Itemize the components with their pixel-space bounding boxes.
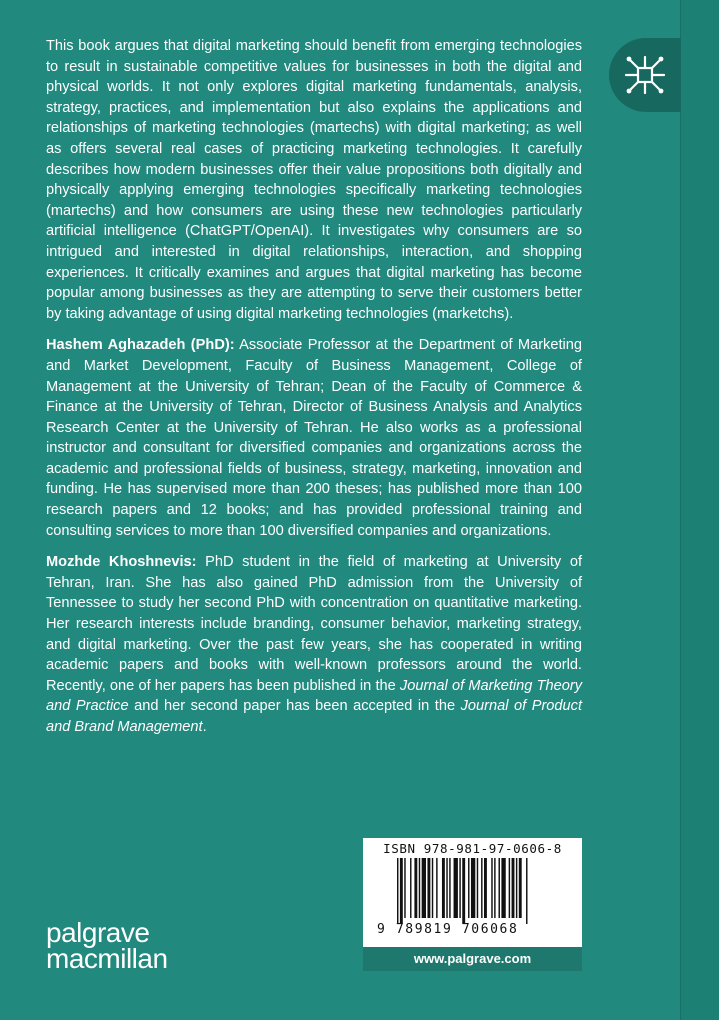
barcode-bar bbox=[454, 858, 458, 918]
barcode-digits: 9 789819 706068 bbox=[377, 922, 519, 937]
barcode-bar bbox=[494, 858, 495, 918]
publisher-name-line2: macmillan bbox=[46, 943, 168, 974]
barcode-bar bbox=[501, 858, 505, 918]
author-bio-aghazadeh: Hashem Aghazadeh (PhD): Associate Professor at the Department of Marketing and Market Development, Faculty of Business Management, College of Management at the University of Tehran; Dean of the Faculty of Commerce & Finance at the University of Tehran, Director of Business Analysis and Analytics Research Center at the University of Tehran. He also works as a professional instructor and consultant for diversified companies and organizations across the academic and professional fields of business, strategy, marketing, innovation and funding. He has supervised more than 200 theses; has published more than 100 research papers and 12 books; and has provided professional training and consulting services to more than 100 diversified companies and organizations. bbox=[46, 337, 582, 539]
barcode-bar bbox=[422, 858, 426, 918]
book-description: This book argues that digital marketing should benefit from emerging technologies to result in sustainable competitive values for businesses in both the digital and physical worlds. It not only explores digital marketing fundamentals, analysis, strategy, practices, and implementation but also explains the applications and relationships of marketing technologies (martechs) with digital marketing; as well as offers several real cases of practicing marketing technologies. It carefully describes how modern businesses offer their value propositions both digitally and physically applying emerging technologies specifically marketing technologies (martechs) and how consumers are using these new technologies particularly artificial intelligence (ChatGPT/OpenAI). It investigates why consumers are so intrigued and interested in digital relationships, interaction, and shopping experiences. It critically examines and argues that digital marketing has become popular among businesses as they are attempting to serve their customers better by taking advantage of using digital marketing technologies (marketchs). bbox=[46, 38, 582, 322]
barcode-bar bbox=[436, 858, 437, 918]
barcode-bar bbox=[397, 858, 398, 924]
barcode-bar bbox=[526, 858, 527, 924]
barcode-bar bbox=[404, 858, 405, 918]
author-name: Mozhde Khoshnevis: bbox=[46, 554, 197, 571]
publisher-logo-badge bbox=[609, 38, 681, 112]
barcode-bar bbox=[427, 858, 430, 918]
barcode-bar bbox=[459, 858, 460, 918]
barcode-bar bbox=[446, 858, 447, 918]
barcode-bar bbox=[519, 858, 522, 918]
barcode-bar bbox=[484, 858, 487, 918]
book-spine bbox=[680, 0, 719, 1020]
barcode-icon bbox=[397, 858, 572, 924]
barcode-bar bbox=[516, 858, 517, 918]
barcode-bar bbox=[432, 858, 433, 918]
publisher-wordmark bbox=[46, 917, 168, 974]
journal-title: Journal of Product and Brand Management bbox=[46, 698, 582, 735]
barcode-bar bbox=[414, 858, 417, 918]
barcode-bar bbox=[509, 858, 510, 918]
publisher-name-line1: palgrave bbox=[46, 917, 150, 948]
barcode-bar bbox=[449, 858, 450, 918]
isbn-barcode-box bbox=[363, 838, 582, 971]
palgrave-network-icon bbox=[623, 53, 667, 97]
author-bio-khoshnevis: Mozhde Khoshnevis: PhD student in the field of marketing at University of Tehran, Iran. She has also gained PhD admission from the University of Tennessee to study her second PhD with concentration on quantitative marketing. Her research interests include branding, consumer behavior, marketing strategy, and digital marketing. Over the past few years, she has cooperated in writing academic papers and books with well-known professors around the world. Recently, one of her papers has been published in the Journal of Marketing Theory and Practice and her second paper has been accepted in the Journal of Product and Brand Management. bbox=[46, 554, 583, 735]
author-name: Hashem Aghazadeh (PhD): bbox=[46, 337, 235, 354]
barcode-bar bbox=[471, 858, 475, 918]
barcode-bar bbox=[477, 858, 478, 918]
barcode-bar bbox=[499, 858, 500, 918]
barcode-bar bbox=[462, 858, 465, 924]
back-cover-text bbox=[46, 36, 582, 749]
journal-title: Journal of Marketing Theory and Practice bbox=[46, 677, 582, 715]
barcode-bar bbox=[410, 858, 411, 918]
barcode-bar bbox=[442, 858, 445, 918]
barcode-bar bbox=[481, 858, 482, 918]
barcode-bar bbox=[512, 858, 515, 918]
barcode-bar bbox=[400, 858, 403, 924]
barcode-bar bbox=[419, 858, 420, 918]
barcode-bar bbox=[491, 858, 492, 918]
isbn-label: ISBN 978-981-97-0606-8 bbox=[383, 841, 562, 856]
barcode-bar bbox=[468, 858, 469, 918]
publisher-url[interactable]: www.palgrave.com bbox=[363, 947, 582, 971]
